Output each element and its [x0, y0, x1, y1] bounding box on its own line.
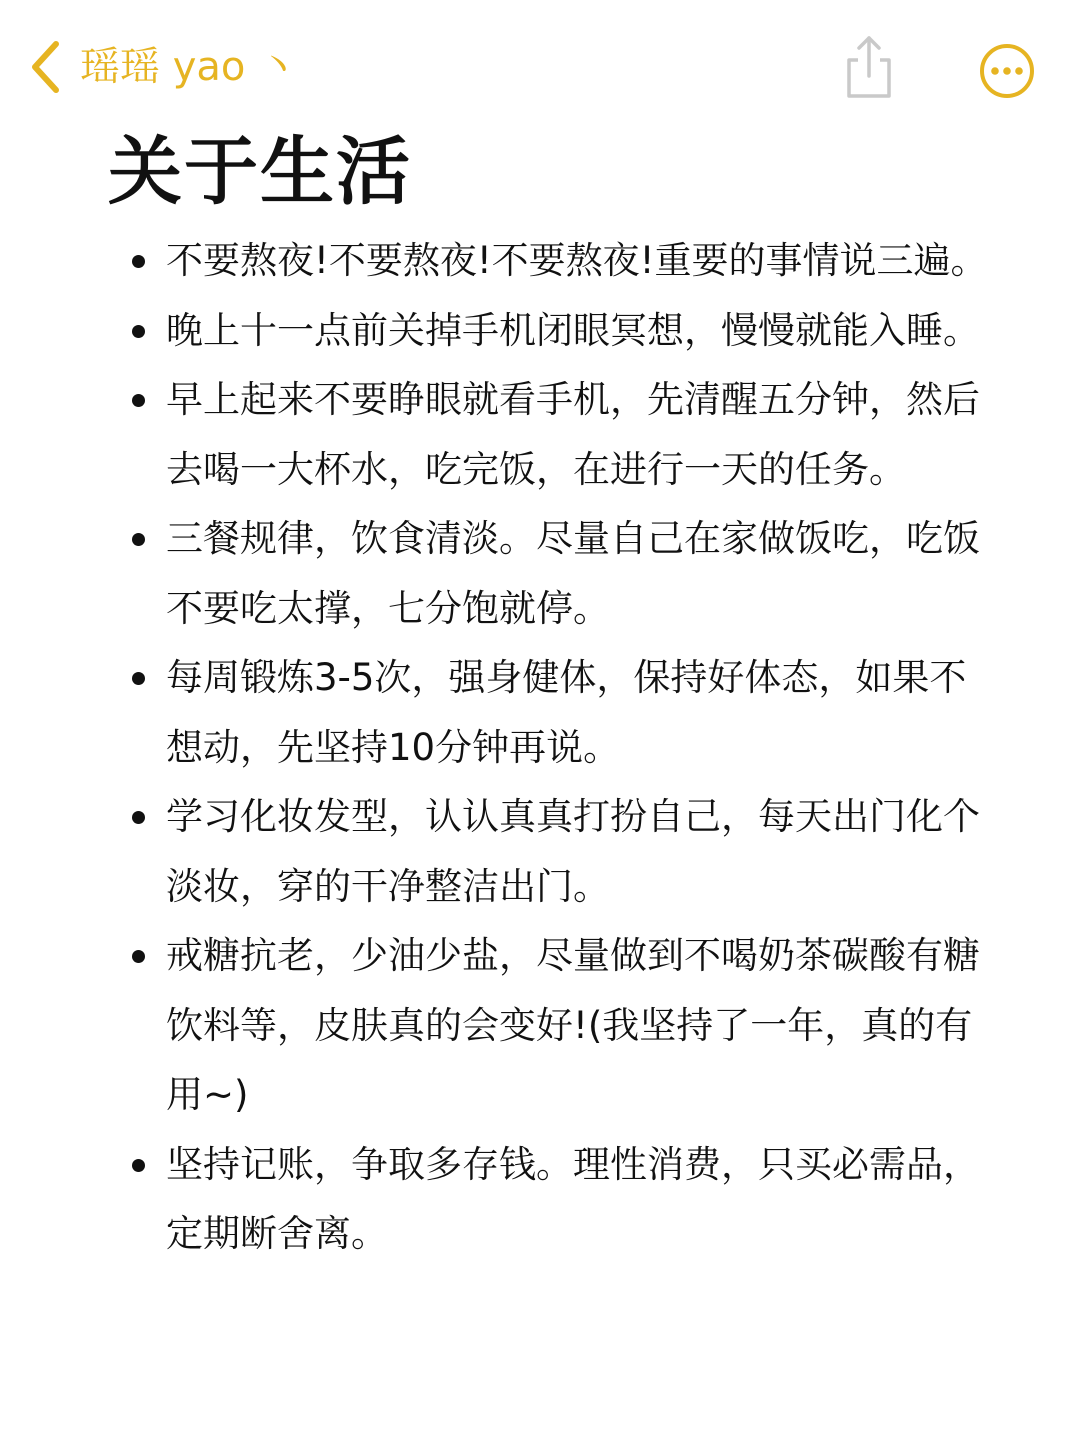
list-item-text: 坚持记账，争取多存钱。理性消费，只买必需品，定期断舍离。 — [166, 1142, 980, 1255]
bullet-icon — [132, 950, 145, 963]
list-item — [130, 365, 990, 504]
bullet-icon — [132, 533, 145, 546]
back-label: 瑶瑶 yao 丶 — [80, 44, 299, 90]
list-item-text: 不要熬夜!不要熬夜!不要熬夜!重要的事情说三遍。 — [166, 239, 988, 282]
list-item — [130, 921, 990, 1130]
note-bullet-list — [130, 226, 990, 1269]
share-button[interactable] — [840, 34, 898, 100]
list-item-text: 早上起来不要睁眼就看手机，先清醒五分钟，然后去喝一大杯水，吃完饭，在进行一天的任务。 — [166, 378, 980, 491]
bullet-icon — [132, 325, 145, 338]
list-item — [130, 296, 990, 366]
bullet-icon — [132, 1159, 145, 1172]
list-item — [130, 504, 990, 643]
share-icon — [840, 34, 898, 100]
list-item — [130, 1130, 990, 1269]
bullet-icon — [132, 672, 145, 685]
more-icon — [978, 42, 1036, 100]
list-item — [130, 782, 990, 921]
back-button[interactable] — [28, 38, 298, 96]
bullet-icon — [132, 811, 145, 824]
list-item-text: 每周锻炼3-5次，强身健体，保持好体态，如果不想动，先坚持10分钟再说。 — [166, 656, 967, 769]
chevron-left-icon — [28, 38, 62, 96]
bullet-icon — [132, 394, 145, 407]
list-item-text: 学习化妆发型，认认真真打扮自己，每天出门化个淡妆，穿的干净整洁出门。 — [166, 795, 980, 908]
list-item-text: 三餐规律，饮食清淡。尽量自己在家做饭吃，吃饭不要吃太撑，七分饱就停。 — [166, 517, 980, 630]
list-item — [130, 226, 990, 296]
list-item-text: 戒糖抗老，少油少盐，尽量做到不喝奶茶碳酸有糖饮料等，皮肤真的会变好!(我坚持了一年，真的有用~) — [166, 934, 980, 1116]
more-button[interactable] — [978, 42, 1036, 100]
note-title: 关于生活 — [108, 129, 412, 215]
navigation-bar — [0, 0, 1080, 130]
list-item-text: 晚上十一点前关掉手机闭眼冥想，慢慢就能入睡。 — [166, 308, 980, 352]
list-item — [130, 643, 990, 782]
bullet-icon — [132, 255, 145, 268]
